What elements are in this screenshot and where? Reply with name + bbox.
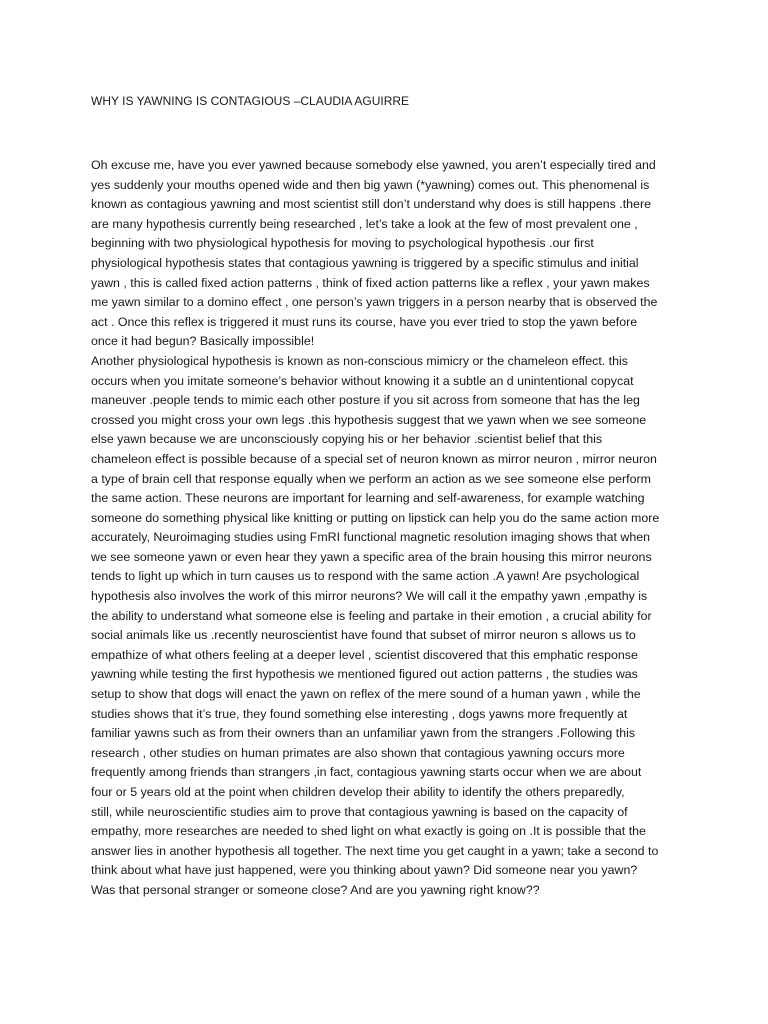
body-text-line: studies shows that it’s true, they found something else interesting , dogs yawns more frequently at xyxy=(91,706,628,721)
body-text-line: social animals like us .recently neuroscientist have found that subset of mirror neuron s allows us to xyxy=(91,628,636,643)
body-text-line: empathize of what others feeling at a deeper level , scientist discovered that this emphatic response xyxy=(91,647,638,662)
body-text-line: else yawn because we are unconsciously copying his or her behavior .scientist belief that this xyxy=(91,432,603,447)
body-text-line: crossed you might cross your own legs .this hypothesis suggest that we yawn when we see someone xyxy=(91,412,647,427)
body-text-line: me yawn similar to a domino effect , one person’s yawn triggers in a person nearby that is observed the xyxy=(91,295,658,310)
body-text-line: Was that personal stranger or someone close? And are you yawning right know?? xyxy=(91,882,540,897)
body-text-line: research , other studies on human primates are also shown that contagious yawning occurs more xyxy=(91,745,625,760)
body-text-line: setup to show that dogs will enact the yawn on reflex of the mere sound of a human yawn , while the xyxy=(91,687,641,702)
body-text-line: physiological hypothesis states that contagious yawning is triggered by a specific stimulus and initial xyxy=(91,255,639,270)
body-text-line: beginning with two physiological hypothesis for moving to psychological hypothesis .our first xyxy=(91,236,594,251)
body-text-line: four or 5 years old at the point when children develop their ability to identify the others preparedly, xyxy=(91,785,625,799)
body-text-line: someone do something physical like knitting or putting on lipstick can help you do the same action more xyxy=(91,510,660,525)
body-text-line: Oh excuse me, have you ever yawned because somebody else yawned, you aren’t especially tired and xyxy=(91,158,656,172)
body-text-line: yawning while testing the first hypothesis we mentioned figured out action patterns , the studies was xyxy=(91,667,638,682)
body-text-line: accurately, Neuroimaging studies using FmRI functional magnetic resolution imaging shows that when xyxy=(91,530,651,545)
body-text-line: think about what have just happened, were you thinking about yawn? Did someone near you yawn? xyxy=(91,863,638,878)
body-text-line: the same action. These neurons are important for learning and self-awareness, for example watching xyxy=(91,491,645,506)
body-text-line: act . Once this reflex is triggered it must runs its course, have you ever tried to stop the yawn before xyxy=(91,314,638,329)
body-text-line: tends to light up which in turn causes us to respond with the same action .A yawn! Are psychological xyxy=(91,569,640,584)
body-text-line: once it had begun? Basically impossible! xyxy=(91,334,315,349)
body-text-line: yawn , this is called fixed action patterns , think of fixed action patterns like a reflex , your yawn makes xyxy=(91,275,650,290)
body-text-line: hypothesis also involves the work of this mirror neurons? We will call it the empathy yawn ,empathy is xyxy=(91,589,648,604)
body-text-line: yes suddenly your mouths opened wide and then big yawn (*yawning) comes out. This phenomenal is xyxy=(91,177,650,192)
body-text-line: are many hypothesis currently being researched , let’s take a look at the few of most prevalent one , xyxy=(91,216,638,231)
body-text-line: a type of brain cell that response equally when we perform an action as we see someone else perform xyxy=(91,471,651,486)
body-text-line: familiar yawns such as from their owners than an unfamiliar yawn from the strangers .Following this xyxy=(91,726,636,741)
body-text-line: chameleon effect is possible because of a special set of neuron known as mirror neuron , mirror neuron xyxy=(91,451,657,466)
body-text-line: empathy, more researches are needed to shed light on what exactly is going on .It is possible that the xyxy=(91,824,646,839)
body-text-line: the ability to understand what someone else is feeling and partake in their emotion , a crucial ability for xyxy=(91,608,652,623)
body-text-line: known as contagious yawning and most scientist still don’t understand why does is still happens .there xyxy=(91,197,651,212)
body-text-line: we see someone yawn or even hear they yawn a specific area of the brain housing this mirror neurons xyxy=(91,549,652,564)
body-text-line: Another physiological hypothesis is known as non-conscious mimicry or the chameleon effect. this xyxy=(91,353,628,368)
document-title: WHY IS YAWNING IS CONTAGIOUS –CLAUDIA AGUIRRE xyxy=(91,94,410,108)
body-text-line: answer lies in another hypothesis all together. The next time you get caught in a yawn; take a second to xyxy=(91,843,659,858)
body-text-line: frequently among friends than strangers ,in fact, contagious yawning starts occur when we are about xyxy=(91,765,642,780)
body-text-line: still, while neuroscientific studies aim to prove that contagious yawning is based on the capacity of xyxy=(91,804,628,819)
body-text-line: occurs when you imitate someone’s behavior without knowing it a subtle an d unintentional copycat xyxy=(91,373,634,388)
document-body xyxy=(91,156,701,901)
body-text-line: maneuver .people tends to mimic each other posture if you sit across from someone that has the leg xyxy=(91,393,640,408)
